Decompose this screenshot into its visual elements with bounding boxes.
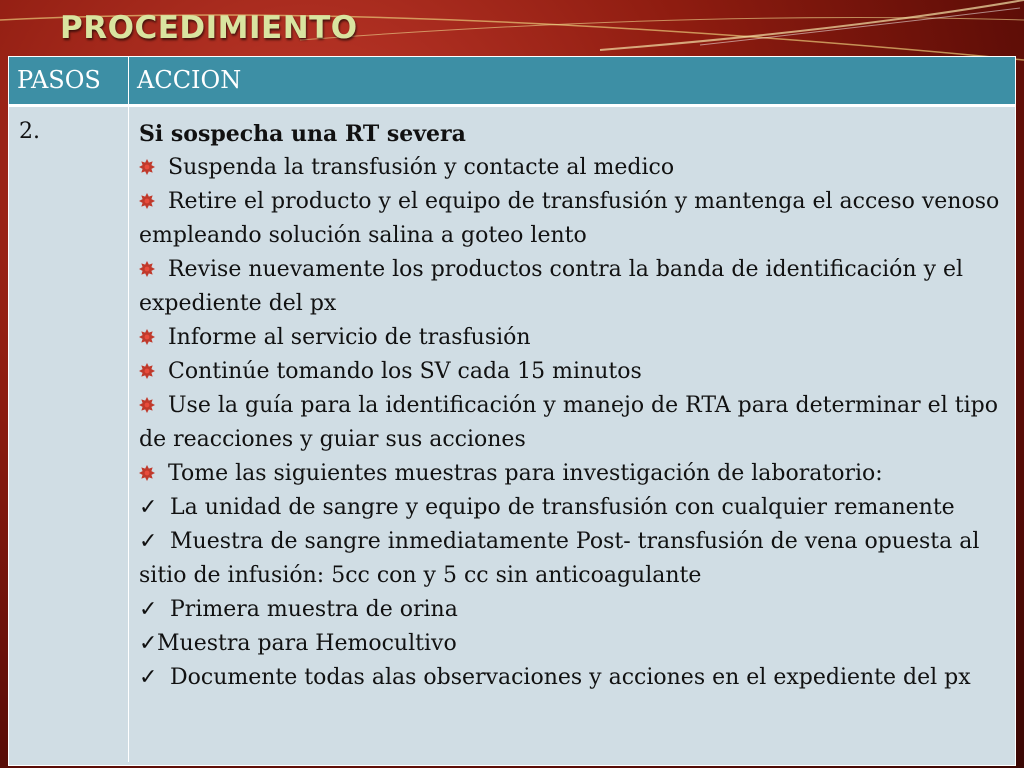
list-item: [139, 491, 1007, 525]
header-accion: ACCION: [137, 66, 242, 94]
table-header: [9, 57, 1015, 107]
starburst-bullet-icon: [139, 397, 155, 413]
table-row: [9, 107, 1015, 762]
list-item: [139, 253, 1007, 321]
checkmark-icon: ✓: [139, 597, 158, 622]
action-cell: [129, 107, 1015, 762]
list-item: [139, 525, 1007, 593]
list-item-text: Continúe tomando los SV cada 15 minutos: [161, 359, 642, 384]
starburst-bullet-icon: [139, 261, 155, 277]
list-item-text: Documente todas alas observaciones y acciones en el expediente del px: [163, 665, 971, 690]
checkmark-icon: ✓: [139, 495, 158, 520]
list-item-text: La unidad de sangre y equipo de transfusión con cualquier remanente: [163, 495, 955, 520]
list-item-text: Retire el producto y el equipo de transfusión y mantenga el acceso venoso empleando solución salina a goteo lento: [139, 189, 1000, 248]
action-heading: Si sospecha una RT severa: [139, 121, 466, 147]
list-item: [139, 389, 1007, 457]
slide-title: PROCEDIMIENTO: [60, 10, 358, 46]
list-item-text: Revise nuevamente los productos contra la banda de identificación y el expediente del px: [139, 257, 964, 316]
list-item-text: Informe al servicio de trasfusión: [161, 325, 531, 350]
step-number: 2.: [9, 107, 129, 762]
list-item-text: Tome las siguientes muestras para investigación de laboratorio:: [161, 461, 883, 486]
list-item: [139, 457, 1007, 491]
checkmark-icon: ✓: [139, 665, 158, 690]
list-item-text: Muestra de sangre inmediatamente Post- transfusión de vena opuesta al sitio de infusión: 5cc con y 5 cc sin anticoagulante: [139, 529, 980, 588]
starburst-bullet-icon: [139, 329, 155, 345]
starburst-bullet-icon: [139, 465, 155, 481]
list-item-text: Muestra para Hemocultivo: [157, 631, 457, 656]
starburst-bullet-icon: [139, 159, 155, 175]
list-item: [139, 593, 1007, 627]
action-list: [139, 151, 1007, 695]
list-item: [139, 321, 1007, 355]
procedure-table: [8, 56, 1016, 766]
list-item: [139, 661, 1007, 695]
list-item-text: Primera muestra de orina: [163, 597, 458, 622]
list-item-text: Suspenda la transfusión y contacte al medico: [161, 155, 675, 180]
list-item: [139, 185, 1007, 253]
list-item: [139, 151, 1007, 185]
header-pasos: PASOS: [9, 57, 129, 104]
starburst-bullet-icon: [139, 363, 155, 379]
checkmark-icon: ✓: [139, 529, 158, 554]
starburst-bullet-icon: [139, 193, 155, 209]
list-item-text: Use la guía para la identificación y manejo de RTA para determinar el tipo de reacciones y guiar sus acciones: [139, 393, 998, 452]
list-item: [139, 627, 1007, 661]
checkmark-icon: ✓: [139, 631, 158, 656]
list-item: [139, 355, 1007, 389]
